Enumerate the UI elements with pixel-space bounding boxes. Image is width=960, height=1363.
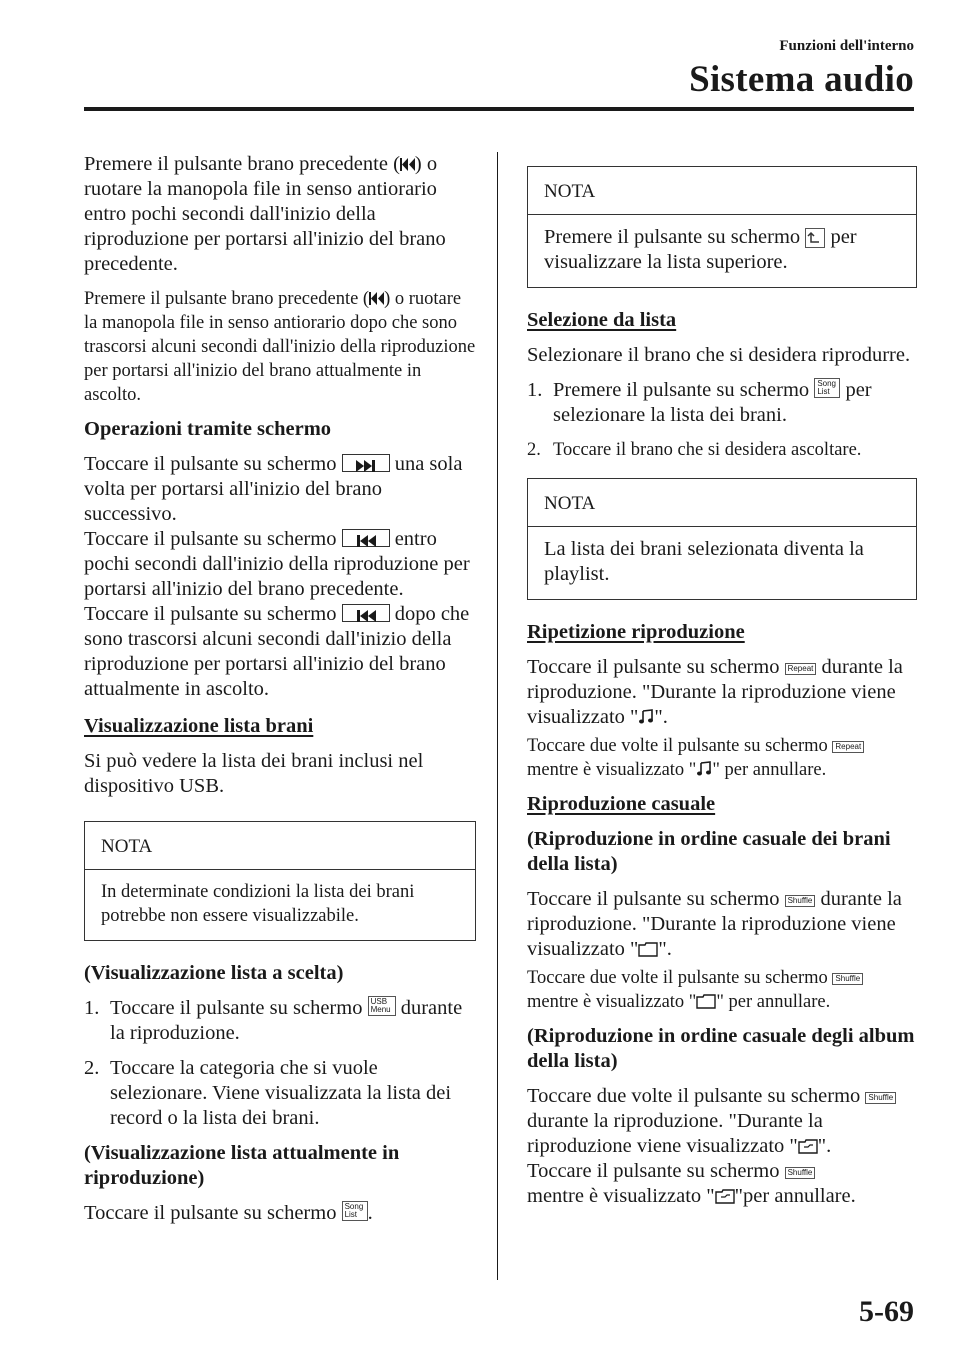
folder-shuffle-icon: [798, 1138, 818, 1154]
list-item: 2. Toccare il brano che si desidera ascoltare.: [527, 440, 862, 460]
paragraph-current-list: Toccare il pulsante su schermo Song List .: [84, 1202, 373, 1224]
heading-screen-operations: Operazioni tramite schermo: [84, 418, 332, 440]
folder-icon: [696, 993, 716, 1009]
note-box: [84, 821, 476, 941]
page-number: 5-69: [859, 1295, 914, 1328]
paragraph-track-list: Si può vedere la lista dei brani inclusi nel dispositivo USB.: [84, 750, 424, 797]
paragraph-select: Selezionare il brano che si desidera riprodurre.: [527, 344, 911, 366]
page-title: Sistema audio: [689, 59, 914, 100]
left-column: [84, 152, 476, 1236]
previous-track-button-icon: [342, 604, 390, 622]
song-list-icon: Song List: [814, 378, 840, 398]
repeat-icon: Repeat: [785, 663, 817, 675]
repeat-icon: Repeat: [832, 741, 864, 753]
list-item: 1. Toccare il pulsante su schermo USB Menu durante la riproduzione.: [84, 997, 463, 1044]
folder-icon: [638, 941, 658, 957]
shuffle-icon: Shuffle: [785, 895, 816, 907]
paragraph-screen-ops: Toccare il pulsante su schermo una sola volta per portarsi all'inizio del brano successivo. Toccare il pulsante su schermo entro pochi secondi dall'inizio della riproduzione per portarsi all'inizio del brano precedente. Toccare il pulsante su schermo dopo che sono trascorsi alcuni secondi dall'inizio della riproduzione per portarsi all'inizio del brano attualmente in ascolto.: [84, 453, 470, 700]
previous-track-icon: [369, 291, 384, 306]
note-heading: NOTA: [528, 479, 916, 527]
note-body: Premere il pulsante su schermo per visualizzare la lista superiore.: [544, 226, 857, 273]
next-track-button-icon: [342, 454, 390, 472]
paragraph-repeat: Toccare il pulsante su schermo Repeat durante la riproduzione. "Durante la riproduzione viene visualizzato " ".: [527, 656, 903, 728]
note-body: La lista dei brani selezionata diventa la playlist.: [544, 538, 864, 585]
shuffle-icon: Shuffle: [785, 1167, 816, 1179]
usb-menu-icon: USB Menu: [368, 996, 396, 1016]
note-body: In determinate condizioni la lista dei brani potrebbe non essere visualizzabile.: [101, 882, 415, 926]
paragraph-shuffle-tracks: Toccare il pulsante su schermo Shuffle durante la riproduzione. "Durante la riproduzione viene visualizzato " ".: [527, 888, 902, 960]
heading-shuffle-tracks: (Riproduzione in ordine casuale dei brani della lista): [527, 828, 891, 875]
heading-shuffle-albums: (Riproduzione in ordine casuale degli album della lista): [527, 1025, 915, 1072]
music-note-icon: [638, 709, 654, 725]
heading-shuffle: Riproduzione casuale: [527, 793, 716, 815]
right-column: [527, 152, 917, 1219]
heading-track-list: Visualizzazione lista brani: [84, 715, 314, 737]
heading-repeat: Ripetizione riproduzione: [527, 621, 745, 643]
paragraph-shuffle-albums: Toccare due volte il pulsante su schermo Shuffle durante la riproduzione. "Durante la riproduzione viene visualizzato " ". Toccare il pulsante su schermo Shuffle mentre è visualizzato " "per annullare.: [527, 1084, 917, 1209]
list-item: 1. Premere il pulsante su schermo Song List per selezionare la lista dei brani.: [527, 379, 872, 426]
shuffle-icon: Shuffle: [865, 1092, 896, 1104]
back-icon: [805, 228, 825, 248]
section-label: Funzioni dell'interno: [779, 38, 914, 54]
shuffle-icon: Shuffle: [832, 973, 863, 985]
note-box: [527, 166, 917, 288]
paragraph-prev-track: Premere il pulsante brano precedente ( ) o ruotare la manopola file in senso antiorario entro pochi secondi dall'inizio della riproduzione per portarsi all'inizio del brano precedente.: [84, 153, 446, 275]
note-box: [527, 478, 917, 600]
paragraph-repeat-cancel: Toccare due volte il pulsante su schermo Repeat mentre è visualizzato " " per annullare.: [527, 734, 917, 782]
paragraph-restart-track: Premere il pulsante brano precedente ( ) o ruotare la manopola file in senso antiorario dopo che sono trascorsi alcuni secondi dall'inizio della riproduzione per portarsi all'inizio del brano attualmente in ascolto.: [84, 289, 476, 405]
heading-current-list: (Visualizzazione lista attualmente in riproduzione): [84, 1142, 400, 1189]
song-list-icon: Song List: [342, 1201, 368, 1221]
previous-track-icon: [400, 157, 415, 172]
music-note-icon: [696, 761, 712, 777]
note-heading: NOTA: [528, 167, 916, 215]
list-item: 2. Toccare la categoria che si vuole selezionare. Viene visualizzata la lista dei record o la lista dei brani.: [84, 1057, 452, 1129]
paragraph-shuffle-cancel: Toccare due volte il pulsante su schermo Shuffle mentre è visualizzato " " per annullare.: [527, 966, 917, 1014]
column-divider: [497, 152, 498, 1280]
previous-track-button-icon: [342, 529, 390, 547]
heading-choice-list: (Visualizzazione lista a scelta): [84, 962, 344, 984]
folder-shuffle-icon: [715, 1188, 735, 1204]
header-rule: [84, 107, 914, 111]
note-heading: NOTA: [85, 822, 475, 870]
heading-select-list: Selezione da lista: [527, 309, 677, 331]
